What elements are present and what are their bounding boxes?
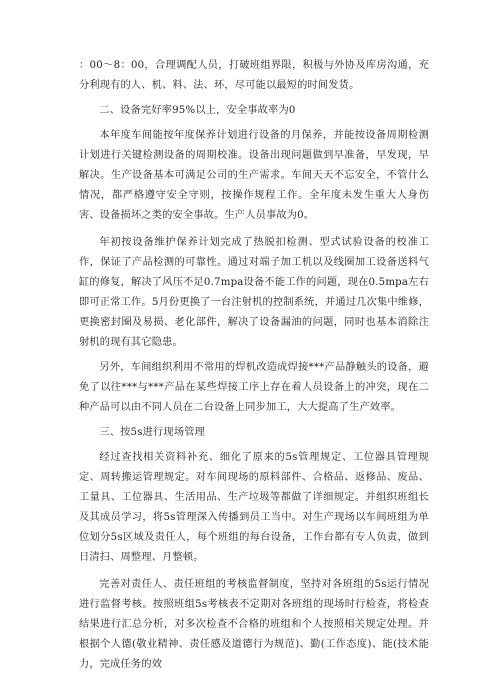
paragraph-maintenance: 本年度车间能按年度保养计划进行设备的月保养，并能按设备周期检测计划进行关键检测设备的周期校准。设备出现问题做到早准备，早发现，早解决。生产设备基本可满足公司的生产需求。车间天天不忘安全，不管什么情况，都严格遵守安全守则，按操作规程工作。全年度未发生重大人身伤害、设备损坏之类的安全事故。生产人员事故为0。: [79, 130, 429, 221]
heading-equipment: 二、设备完好率95%以上，安全事故率为0: [99, 105, 296, 116]
paragraph-5s-rules: 经过查找相关资料补充、细化了原来的5s管理规定、工位器具管理规定、周转搬运管理规定。对车间现场的原料部件、合格品、返修品、废品、工量具、工位器具、生活用品、生产垃圾等都做了详细规定。并组织班组长及其成员学习，将5s管理深入传播到员工当中。对生产现场以车间班组为单位划分5s区域及责任人，每个班组的每台设备，工作台都有专人负责，做到日清扫、周整理、月整顿。: [79, 452, 429, 563]
paragraph-staffing: ：00～8：00，合理调配人员，打破班组界限，积极与外协及库房沟通，充分利现有的人、机、料、法、环，尽可能以最短的时间发货。: [79, 60, 429, 91]
paragraph-welding: 另外，车间组织利用不常用的焊机改造成焊接***产品静触头的设备，避免了以往***与***产品在某些焊接工序上存在着人员设备上的冲突，现在二种产品可以由不同人员在二台设备上同步加工，大大提高了生产效率。: [79, 362, 429, 413]
heading-5s: 三、按5s进行现场管理: [99, 427, 205, 438]
paragraph-calibration: 年初按设备维护保养计划完成了热脱扣检测、型式试验设备的校准工作，保证了产品检测的可靠性。通过对端子加工机以及线圈加工设备送料气缸的修复，解决了风压不足0.7mpa设备不能工作的问题，现在0.5mpa左右即可正常工作。5月份更换了一台注射机的控制系统，并通过几次集中维修，更换密封圈及易损、老化部件，解决了设备漏油的问题，同时也基本消除注射机的现有其它隐患。: [79, 237, 429, 348]
document-page: [79, 56, 429, 675]
paragraph-supervision: 完善对责任人、责任班组的考核监督制度，坚持对各班组的5s运行情况进行监督考核。按照班组5s考核表不定期对各班组的现场时行检查，将检查结果进行汇总分析，对多次检查不合格的班组和个人按照相关规定处理。并根据个人德(敬业精神、责任感及道德行为规范)、勤(工作态度)、能(技术能力，完成任务的效: [79, 579, 429, 670]
